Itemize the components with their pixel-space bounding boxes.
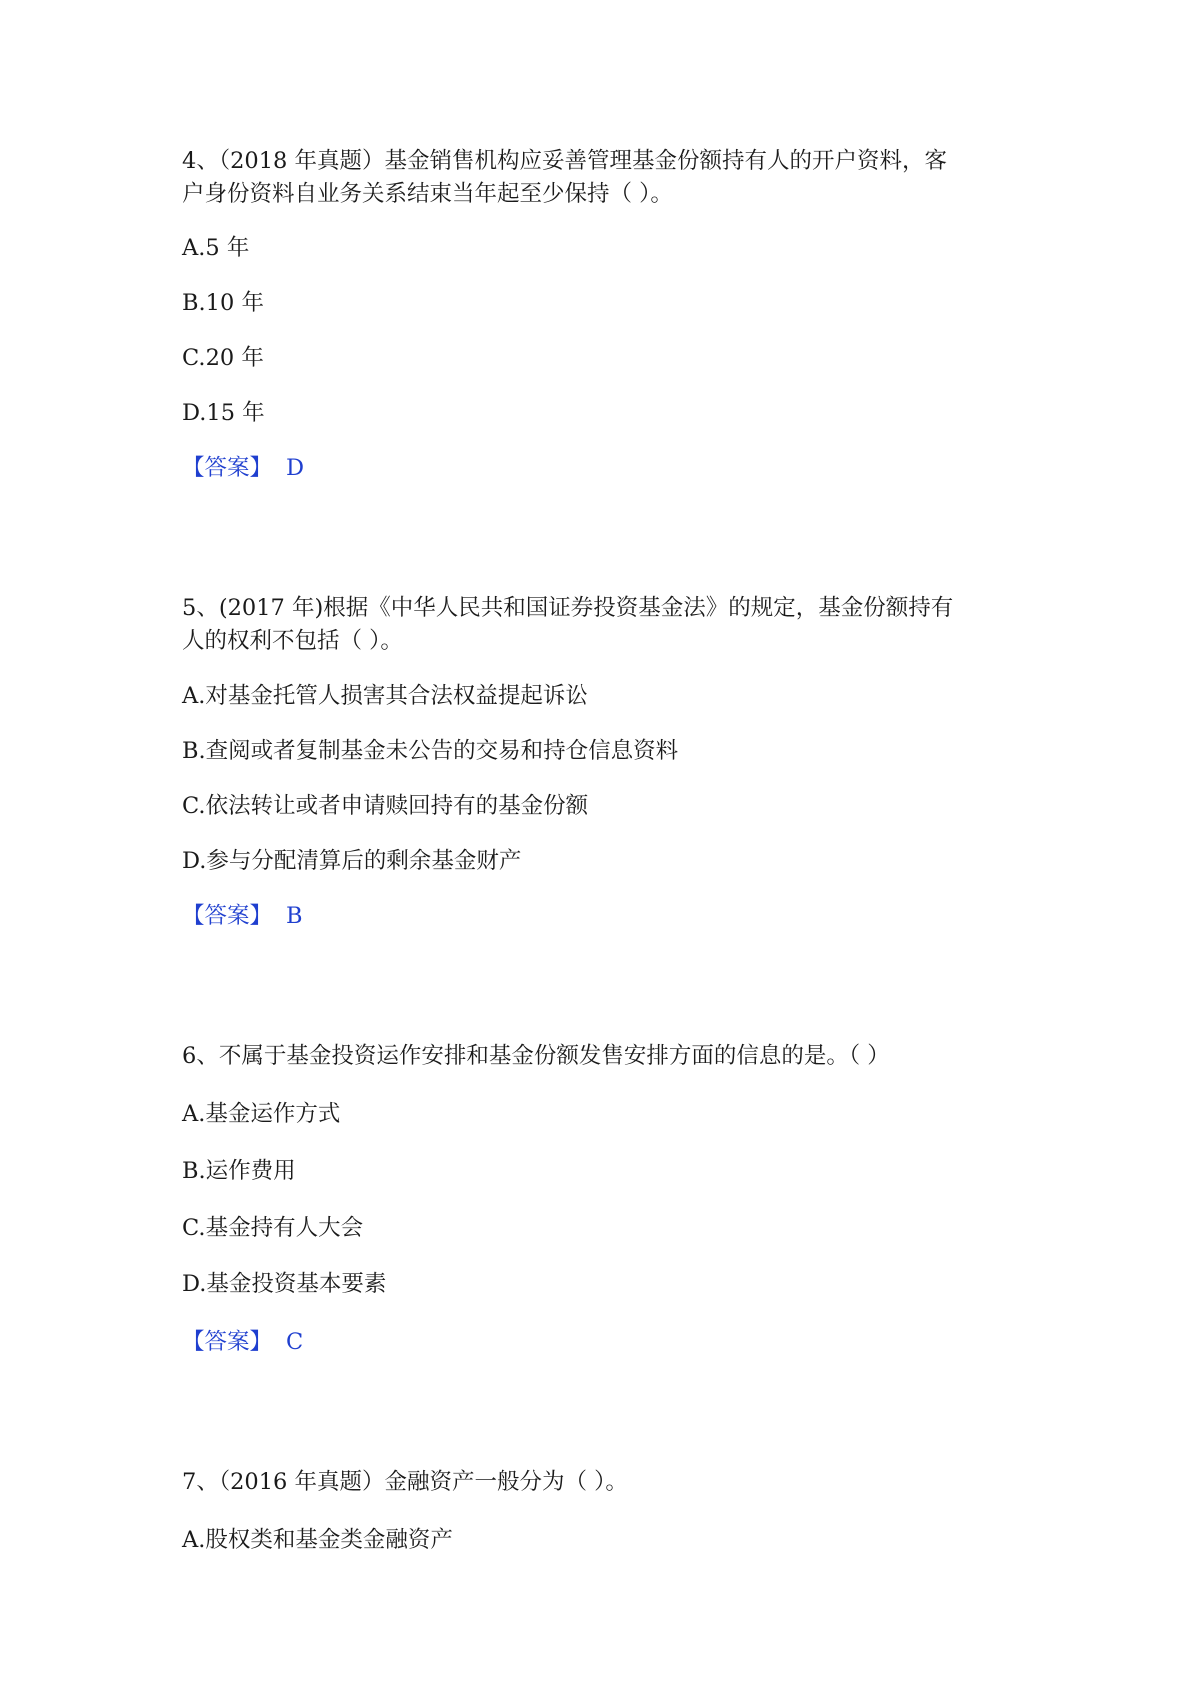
answer-label: 【答案】 bbox=[182, 455, 273, 481]
question-4-option-a: A.5 年 bbox=[182, 235, 250, 261]
question-7-option-a: A.股权类和基金类金融资产 bbox=[182, 1527, 453, 1553]
question-6-option-d: D.基金投资基本要素 bbox=[182, 1271, 387, 1297]
question-4-answer bbox=[182, 452, 304, 484]
question-6-answer bbox=[182, 1326, 303, 1358]
question-6-option-b: B.运作费用 bbox=[182, 1158, 296, 1184]
answer-value: D bbox=[286, 455, 305, 481]
question-4-stem-line-2: 户身份资料自业务关系结束当年起至少保持（ ）。 bbox=[182, 181, 673, 207]
answer-value: C bbox=[286, 1329, 304, 1355]
question-6-option-c: C.基金持有人大会 bbox=[182, 1215, 364, 1241]
question-4-stem-line-1: 4、（2018 年真题）基金销售机构应妥善管理基金份额持有人的开户资料，客 bbox=[182, 148, 947, 174]
answer-label: 【答案】 bbox=[182, 1329, 273, 1355]
answer-label: 【答案】 bbox=[182, 903, 273, 929]
question-6-option-a: A.基金运作方式 bbox=[182, 1101, 341, 1127]
question-5-option-b: B.查阅或者复制基金未公告的交易和持仓信息资料 bbox=[182, 738, 679, 764]
question-5-stem-line-2: 人的权利不包括（ ）。 bbox=[182, 628, 403, 654]
question-4-option-b: B.10 年 bbox=[182, 290, 264, 316]
answer-value: B bbox=[286, 903, 303, 929]
question-5-option-d: D.参与分配清算后的剩余基金财产 bbox=[182, 848, 522, 874]
question-5-option-a: A.对基金托管人损害其合法权益提起诉讼 bbox=[182, 683, 588, 709]
question-7-stem-line-1: 7、（2016 年真题）金融资产一般分为（ ）。 bbox=[182, 1469, 628, 1495]
question-4-option-d: D.15 年 bbox=[182, 400, 265, 426]
question-5-stem-line-1: 5、(2017 年)根据《中华人民共和国证券投资基金法》的规定，基金份额持有 bbox=[182, 595, 954, 621]
question-5-option-c: C.依法转让或者申请赎回持有的基金份额 bbox=[182, 793, 589, 819]
question-4-option-c: C.20 年 bbox=[182, 345, 264, 371]
question-5-answer bbox=[182, 900, 303, 932]
question-6-stem-line-1: 6、不属于基金投资运作安排和基金份额发售安排方面的信息的是。（ ） bbox=[182, 1043, 890, 1069]
